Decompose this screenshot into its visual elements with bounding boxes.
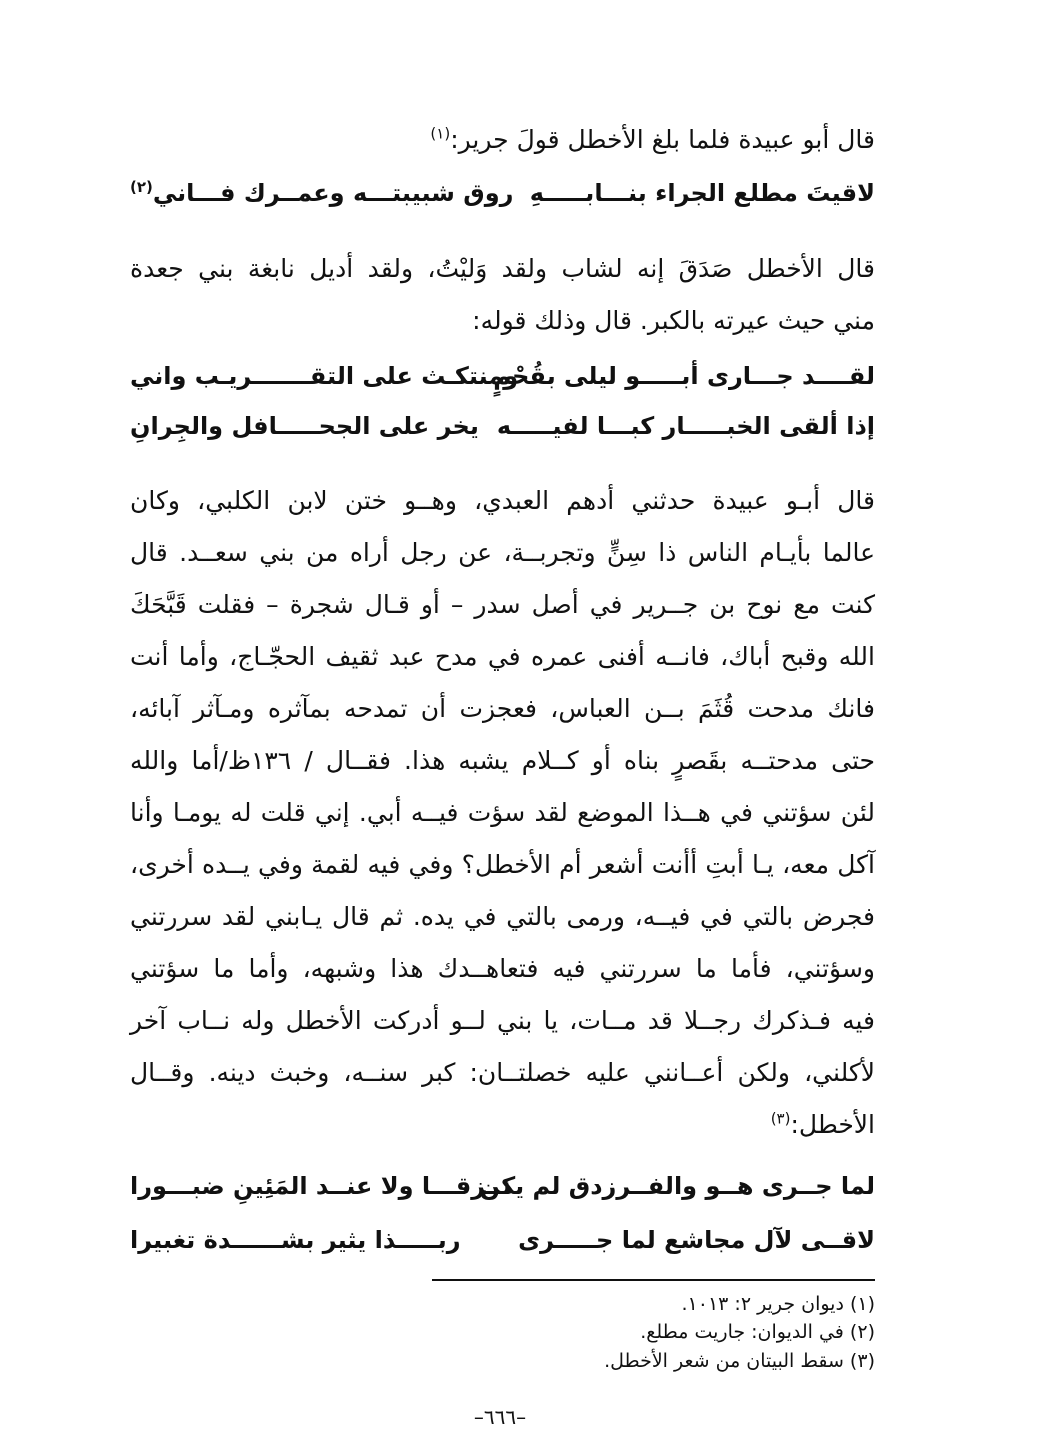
para2-line-3: كنت مع نوح بن جــرير في أصل سدر – أو قـال شجرة – فقلت قَبَّحَكَ (130, 590, 875, 619)
para2-line-10: وسؤتني، فأما ما سررتني فيه فتعاهــدك هذا وشبهه، وأما ما سؤتني (130, 954, 875, 983)
verse-1-second-text: روق شبيبتـــه وعمــرك فـــاني (152, 179, 514, 207)
verse-2 (130, 356, 875, 396)
footnote-2: (٢) في الديوان: جاريت مطلع. (640, 1321, 875, 1343)
para2-line-4: الله وقبح أباك، فانــه أفنى عمره في مدح عبد ثقيف الحجّـاج، وأما أنت (130, 642, 875, 671)
intro-line (130, 123, 875, 157)
verse-5-second-hemistich: ربـــــذا يثير بشــــــدة تغبيرا (130, 1226, 461, 1254)
page-number: –٦٦٦– (473, 1405, 527, 1429)
para2-line-9: فجرض بالتي في فيــه، ورمى بالتي في يده. ثم قال يـابني لقد سررتني (130, 902, 875, 931)
para1-line-1: قال الأخطل صَدَقَ إنه لشاب ولقد وَليْتُ، ولقد أديل نابغة بني جعدة (130, 254, 875, 283)
verse-2-second-hemistich: ومنتكـث على التقـــــــريـب واني (130, 362, 519, 390)
para2-line-8: آكل معه، يـا أبتِ أأنت أشعر أم الأخطل؟ وفي فيه لقمة وفي يــده أخرى، (130, 850, 875, 879)
footnote-divider (432, 1279, 875, 1281)
verse-1-second-hemistich (130, 173, 513, 213)
verse-2-first-hemistich: لقــــد جـــارى أبـــــو ليلى بقُحْمٍ (493, 362, 875, 390)
para2-line-5: فانك مدحت قُثَمَ بــن العباس، فعجزت أن تمدحه بمآثره ومـآثر آبائه، (130, 694, 875, 723)
verse-3-second-hemistich: يخر على الجحـــــافل والجِرانِ (130, 412, 479, 440)
para2-line-12: لأكلني، ولكن أعــانني عليه خصلتــان: كبر سنــه، وخبث دينه. وقــال (130, 1058, 875, 1087)
para1-line-2: مني حيث عيرته بالكبر. قال وذلك قوله: (472, 306, 875, 335)
verse-1 (130, 173, 875, 213)
intro-text: قال أبو عبيدة فلما بلغ الأخطل قولَ جرير: (450, 125, 875, 154)
para2-last-text: الأخطل: (790, 1110, 875, 1139)
verse-3 (130, 406, 875, 446)
verse-4 (130, 1166, 875, 1206)
footnote-ref-1: (١) (430, 124, 451, 143)
verse-1-first-text: لاقيتَ مطلع الجراء بنـــابـــــهِ (529, 179, 875, 207)
verse-4-second-hemistich: نــزقـــا ولا عنــد المَئِينِ ضبـــورا (130, 1172, 512, 1200)
para2-line-13 (130, 1108, 875, 1142)
footnote-ref-3: (٣) (770, 1109, 791, 1128)
verse-4-first-hemistich: لما جــرى هــو والفــرزدق لم يكن (479, 1172, 875, 1200)
verse-3-first-hemistich: إذا ألقى الخبـــــار كبـــا لفيـــــه (496, 412, 875, 440)
para2-line-2: عالما بأيـام الناس ذا سِنٍّ وتجربــة، عن رجل أراه من بني سعــد. قال (130, 538, 875, 567)
footnote-ref-2: (٢) (130, 178, 153, 196)
verse-1-first-hemistich (530, 173, 875, 213)
para2-line-6: حتى مدحتــه بقَصرٍ بناه أو كــلام يشبه هذا. فقــال / ١٣٦ظ/أما والله (130, 746, 875, 775)
para2-line-11: فيه فـذكرك رجــلا قد مــات، يا بني لــو أدركت الأخطل وله نــاب آخر (130, 1006, 875, 1035)
footnote-1: (١) ديوان جرير ٢: ١٠١٣. (681, 1293, 875, 1315)
verse-5-first-hemistich: لاقــى لآل مجاشع لما جـــــرى (518, 1226, 875, 1254)
para2-line-7: لئن سؤتني في هــذا الموضع لقد سؤت فيــه أبي. إني قلت له يومـا وأنا (130, 798, 875, 827)
verse-5 (130, 1220, 875, 1260)
para2-line-1: قال أبـو عبيدة حدثني أدهم العبدي، وهــو ختن لابن الكلبي، وكان (130, 486, 875, 515)
footnote-3: (٣) سقط البيتان من شعر الأخطل. (604, 1350, 875, 1372)
